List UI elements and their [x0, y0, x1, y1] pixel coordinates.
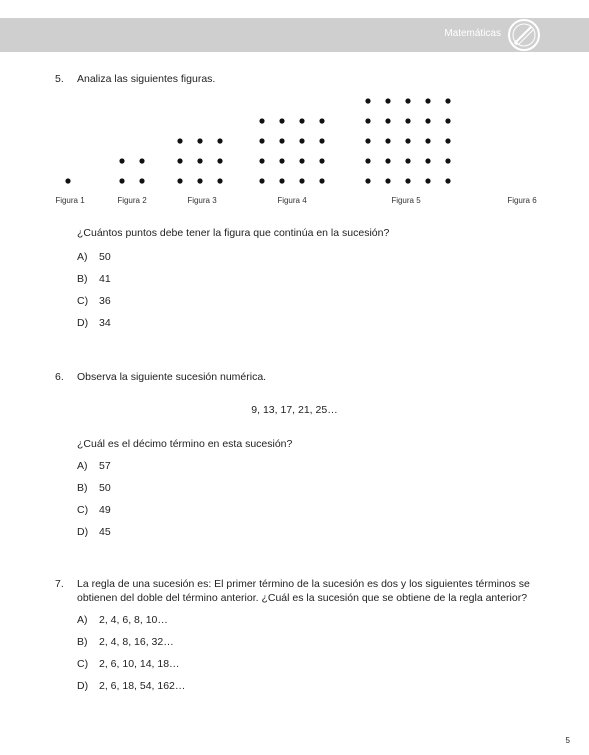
option-text: 49 [99, 504, 111, 516]
option-c[interactable] [77, 658, 180, 670]
option-d[interactable] [77, 680, 185, 692]
page-header [0, 18, 589, 52]
figure-label: Figura 1 [55, 196, 85, 205]
figure-dot [139, 178, 144, 183]
figure-dot [445, 158, 450, 163]
figure-dot [365, 118, 370, 123]
figure-dot [177, 178, 182, 183]
header-title: Matemáticas [444, 28, 501, 39]
figure-dot [385, 158, 390, 163]
figure-dot [299, 118, 304, 123]
figure-dot [319, 178, 324, 183]
option-c[interactable] [77, 504, 111, 516]
figure-dot [217, 158, 222, 163]
figure-dot [365, 158, 370, 163]
figure-dot [177, 138, 182, 143]
figure-dot [197, 138, 202, 143]
figure-label: Figura 4 [277, 196, 307, 205]
question-number: 5. [55, 73, 64, 85]
figure-label: Figura 6 [507, 196, 537, 205]
option-b[interactable] [77, 273, 111, 285]
figure-dot [405, 118, 410, 123]
figure-dot [405, 178, 410, 183]
dot-figures [0, 90, 589, 190]
figure-dot [385, 138, 390, 143]
figure-dot [365, 138, 370, 143]
option-text: 2, 4, 8, 16, 32… [99, 636, 174, 648]
figure-dot [217, 178, 222, 183]
figure-dot [279, 138, 284, 143]
question-prompt: ¿Cuántos puntos debe tener la figura que continúa en la sucesión? [77, 227, 390, 239]
option-letter: C) [77, 658, 89, 670]
option-letter: D) [77, 526, 89, 538]
figure-dot [197, 178, 202, 183]
option-a[interactable] [77, 460, 111, 472]
option-b[interactable] [77, 636, 174, 648]
option-letter: A) [77, 251, 88, 263]
figure-dot [259, 158, 264, 163]
option-text: 2, 4, 6, 8, 10… [99, 614, 168, 626]
figure-dot [405, 138, 410, 143]
figure-label: Figura 3 [187, 196, 217, 205]
figure-dot [445, 138, 450, 143]
figure-dot [279, 158, 284, 163]
figure-dot [425, 138, 430, 143]
figure-dot [445, 118, 450, 123]
question-text: Analiza las siguientes figuras. [77, 73, 216, 85]
figure-dot [299, 178, 304, 183]
figure-dot [319, 118, 324, 123]
figure-dot [445, 178, 450, 183]
question-number: 6. [55, 371, 64, 383]
figure-dot [405, 98, 410, 103]
option-c[interactable] [77, 295, 111, 307]
figure-label: Figura 2 [117, 196, 147, 205]
option-text: 34 [99, 317, 111, 329]
figure-dot [197, 158, 202, 163]
figure-dot [425, 178, 430, 183]
figure-dot [425, 98, 430, 103]
option-letter: B) [77, 273, 88, 285]
figure-dot [405, 158, 410, 163]
figure-dot [259, 118, 264, 123]
option-letter: C) [77, 504, 89, 516]
figure-dot [177, 158, 182, 163]
option-a[interactable] [77, 614, 168, 626]
figure-dot [365, 98, 370, 103]
option-a[interactable] [77, 251, 111, 263]
question-text: La regla de una sucesión es: El primer término de la sucesión es dos y los siguientes términos se obtienen del doble del término anterior. ¿Cuál es la sucesión que se obtiene de la regla anterior? [77, 578, 530, 604]
figure-dot [425, 158, 430, 163]
option-text: 41 [99, 273, 111, 285]
option-letter: D) [77, 317, 89, 329]
option-letter: A) [77, 614, 88, 626]
option-text: 2, 6, 10, 14, 18… [99, 658, 180, 670]
question-prompt: ¿Cuál es el décimo término en esta sucesión? [77, 438, 293, 450]
figure-dot [217, 138, 222, 143]
figure-dot [279, 178, 284, 183]
option-text: 50 [99, 482, 111, 494]
figure-dot [139, 158, 144, 163]
figure-dot [65, 178, 70, 183]
figure-dot [319, 138, 324, 143]
option-letter: B) [77, 636, 88, 648]
option-text: 45 [99, 526, 111, 538]
option-text: 36 [99, 295, 111, 307]
figure-label: Figura 5 [391, 196, 421, 205]
option-letter: A) [77, 460, 88, 472]
option-d[interactable] [77, 526, 111, 538]
option-text: 2, 6, 18, 54, 162… [99, 680, 186, 692]
figure-dot [279, 118, 284, 123]
option-letter: C) [77, 295, 89, 307]
figure-dot [365, 178, 370, 183]
figure-dot [385, 98, 390, 103]
figure-dot [259, 178, 264, 183]
figure-dot [385, 178, 390, 183]
option-letter: D) [77, 680, 89, 692]
question-number: 7. [55, 578, 64, 590]
figure-dot [299, 158, 304, 163]
figure-dot [119, 178, 124, 183]
compass-ruler-icon [507, 18, 541, 52]
figure-dot [385, 118, 390, 123]
number-sequence: 9, 13, 17, 21, 25… [251, 404, 338, 416]
option-letter: B) [77, 482, 88, 494]
figure-dot [319, 158, 324, 163]
figure-dot [119, 158, 124, 163]
question-text: Observa la siguiente sucesión numérica. [77, 371, 267, 383]
figure-dot [445, 98, 450, 103]
option-b[interactable] [77, 482, 111, 494]
figure-dot [425, 118, 430, 123]
figure-dot [299, 138, 304, 143]
option-text: 50 [99, 251, 111, 263]
option-d[interactable] [77, 317, 111, 329]
figure-dot [259, 138, 264, 143]
page-number: 5 [565, 736, 570, 745]
option-text: 57 [99, 460, 111, 472]
